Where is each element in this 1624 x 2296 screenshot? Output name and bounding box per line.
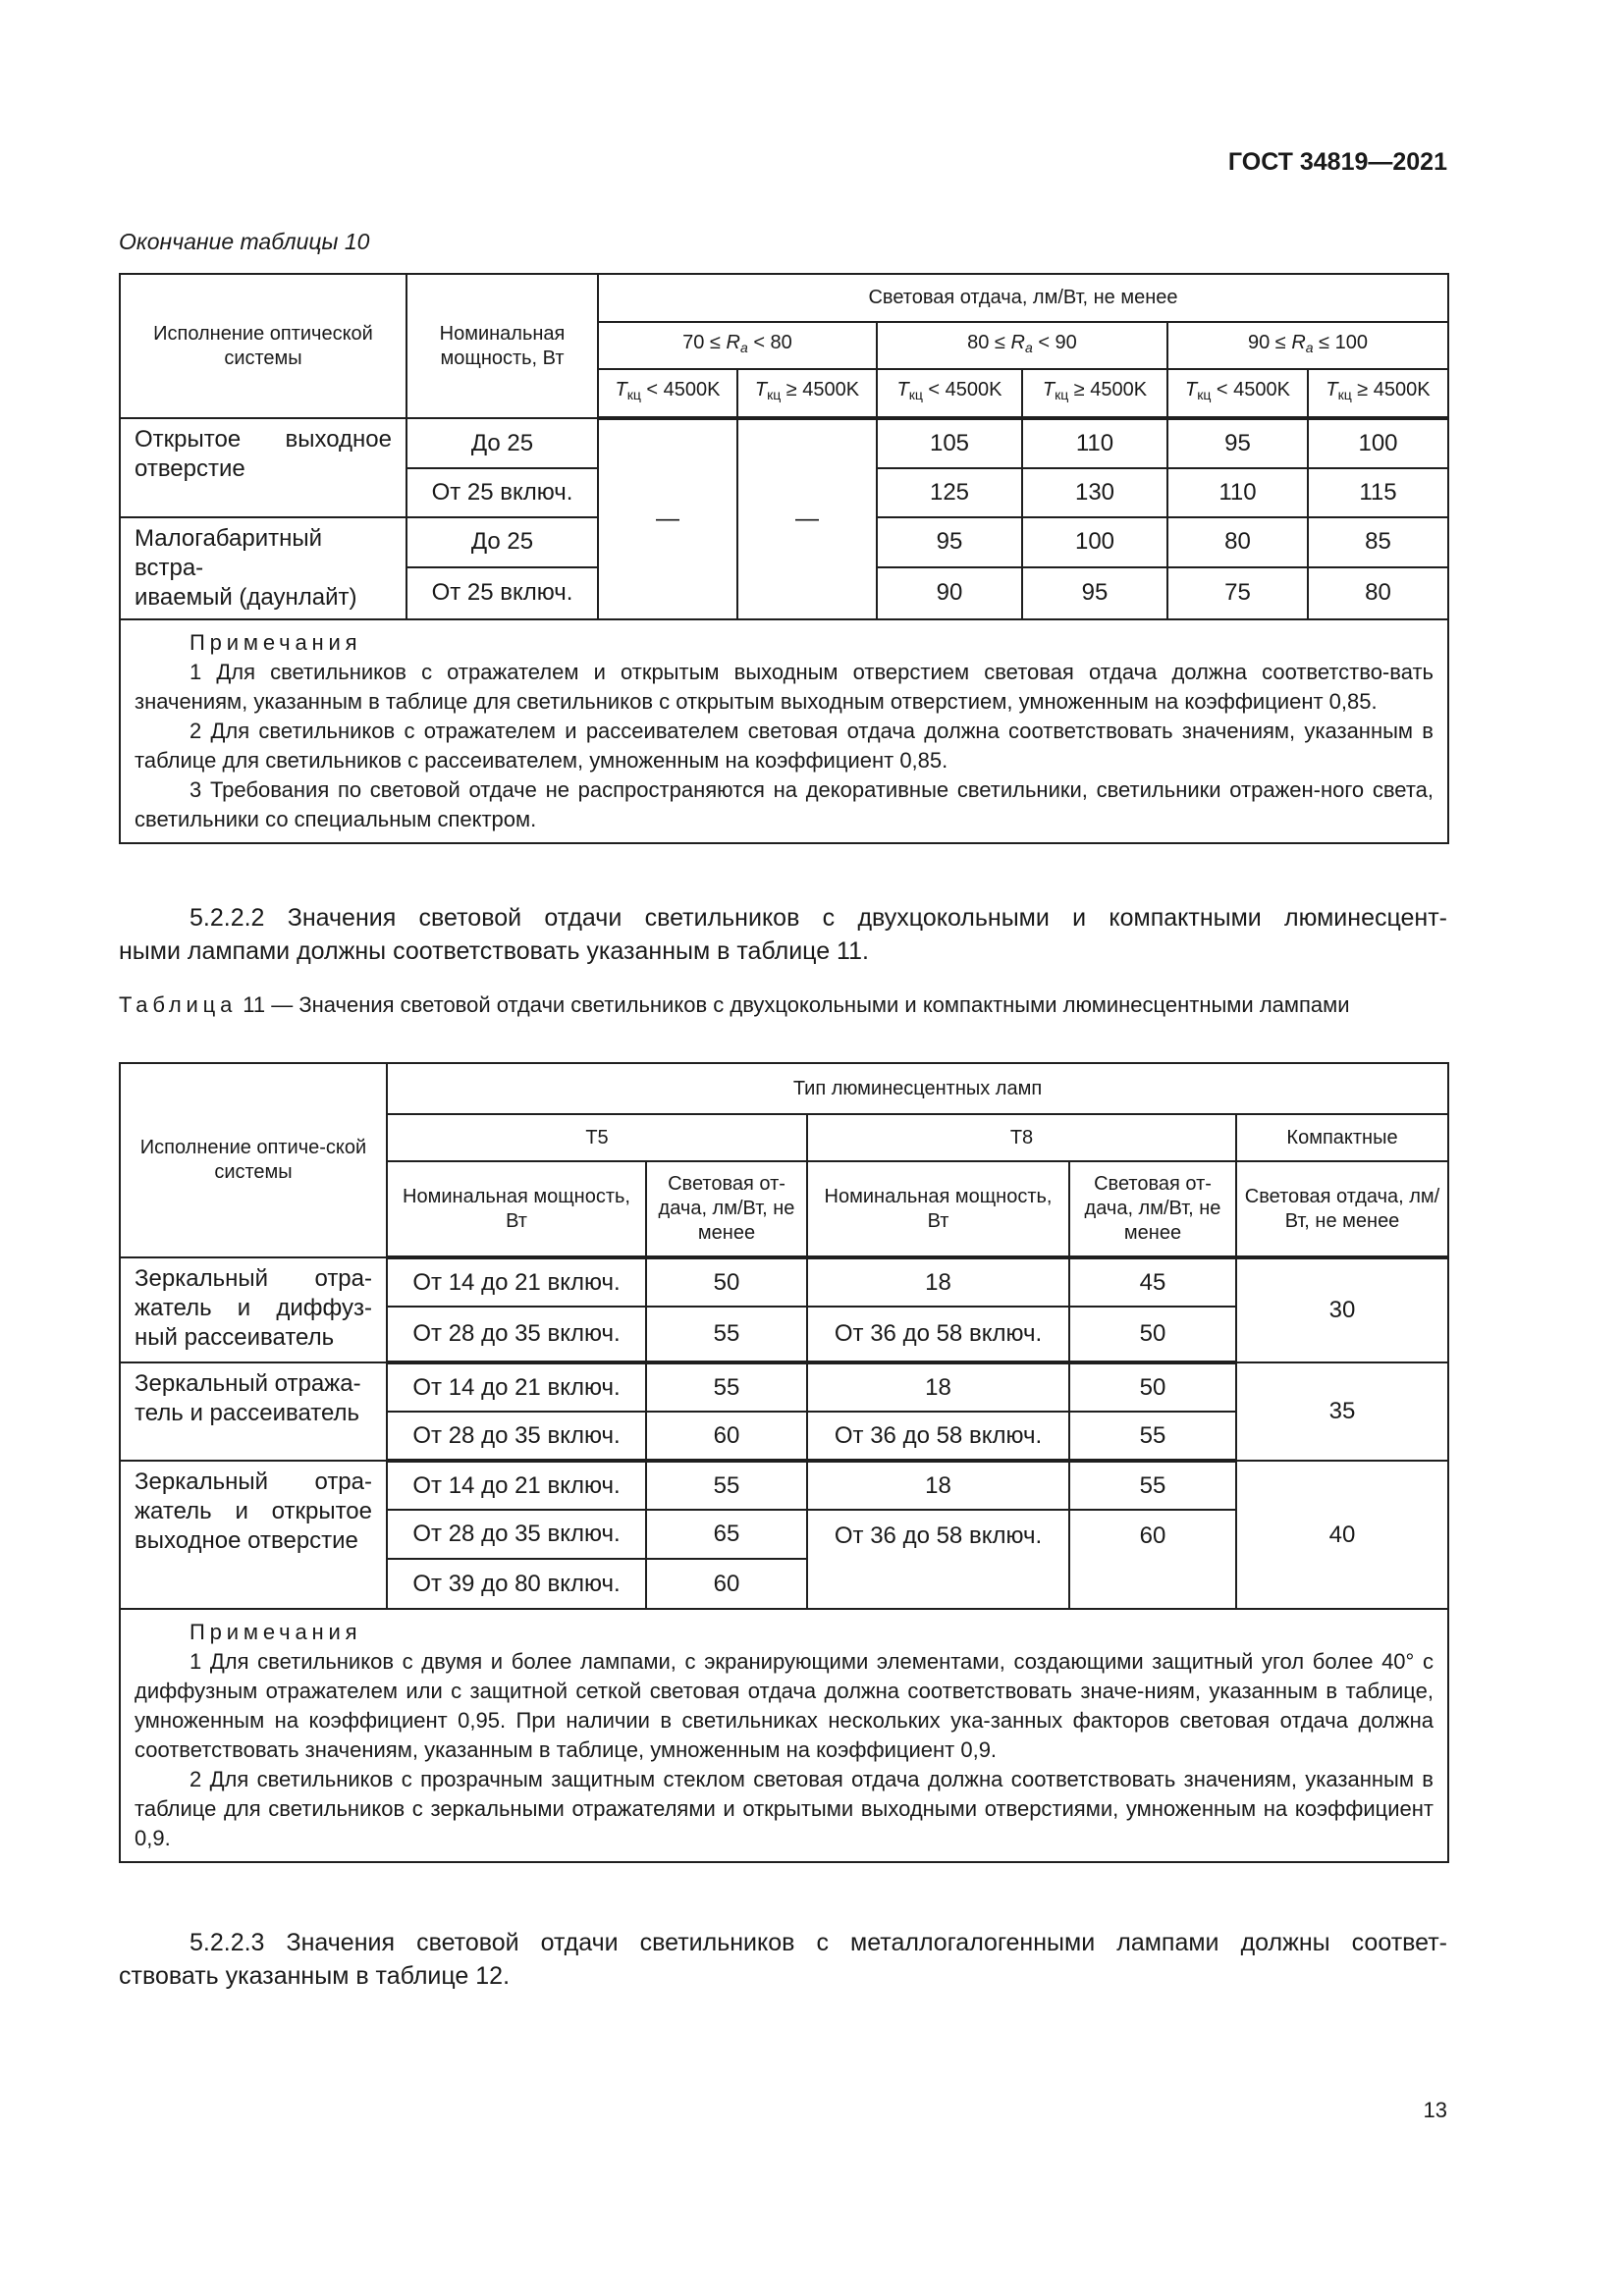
t11-cell-t5-eff: 55: [646, 1461, 807, 1510]
paragraph-5222: 5.2.2.2 Значения световой отдачи светильников с двухцокольными и компактными люминесцент- ными лампами должны соответствовать указанным в таблице 11.: [119, 904, 1447, 965]
t10-row-label: Малогабаритный встра- иваемый (даунлайт): [120, 517, 406, 619]
t11-cell-compact: 40: [1236, 1461, 1448, 1609]
t11-cell-t5-power: От 28 до 35 включ.: [387, 1510, 646, 1559]
t11-cell-t5-power: От 28 до 35 включ.: [387, 1307, 646, 1362]
document-header: ГОСТ 34819—2021: [1227, 148, 1447, 176]
t11-head-t5-power: Номинальная мощность, Вт: [387, 1161, 646, 1257]
t10-note: 3 Требования по световой отдаче не распространяются на декоративные светильники, светильники отражен-ного света, светильники со специальным спектром.: [135, 777, 1434, 831]
t11-head-optical: Исполнение оптиче-ской системы: [120, 1063, 387, 1257]
t10-cell-value: 75: [1167, 567, 1308, 619]
t10-cell-value: 95: [1022, 567, 1167, 619]
t10-head-ra-90: $90 \le R_a \le 100$: [1167, 322, 1448, 369]
t10-notes-title: Примечания: [189, 630, 362, 655]
t10-note: 1 Для светильников с отражателем и открытым выходным отверстием световая отдача должна соответство-вать значениям, указанным в таблице для светильников с открытым выходным отверстием, умноженным на коэффициент 0,85.: [135, 660, 1434, 714]
t10-head-temp-low: $T_{кц} < 4500K$: [1167, 369, 1308, 418]
t11-cell-t8-power: От 36 до 58 включ.: [807, 1307, 1069, 1362]
t10-cell-power: От 25 включ.: [406, 468, 598, 517]
t11-cell-t8-power: 18: [807, 1362, 1069, 1412]
t10-head-temp-high: $T_{кц} \ge 4500K$: [1022, 369, 1167, 418]
t10-head-ra-80: $80 \le R_a < 90$: [877, 322, 1167, 369]
t10-cell-value: 85: [1308, 517, 1448, 567]
t10-cell-value: 125: [877, 468, 1022, 517]
table10-caption: Окончание таблицы 10: [119, 229, 370, 254]
t11-row-label: Зеркальный отра- жатель и диффуз- ный рассеиватель: [120, 1257, 387, 1362]
t10-cell-value: 110: [1022, 418, 1167, 468]
t10-cell-value: 80: [1308, 567, 1448, 619]
t10-cell-value: 100: [1022, 517, 1167, 567]
t11-cell-t8-eff: 55: [1069, 1461, 1236, 1510]
t11-head-t8-power: Номинальная мощность, Вт: [807, 1161, 1069, 1257]
t11-cell-t5-eff: 60: [646, 1412, 807, 1461]
t10-head-ra-70: $70 \le R_a < 80$: [598, 322, 877, 369]
t10-cell-value: 100: [1308, 418, 1448, 468]
t11-notes: [120, 1609, 1448, 1862]
t11-cell-t8-eff: 55: [1069, 1412, 1236, 1461]
t11-cell-t5-eff: 55: [646, 1307, 807, 1362]
t10-cell-power: До 25: [406, 517, 598, 567]
t11-cell-compact: 35: [1236, 1362, 1448, 1461]
t10-head-optical: Исполнение оптической системы: [120, 274, 406, 418]
t10-cell-value: 115: [1308, 468, 1448, 517]
table-row: [120, 1461, 1448, 1510]
t11-head-compact: Компактные: [1236, 1114, 1448, 1161]
t10-cell-power: До 25: [406, 418, 598, 468]
t11-cell-t5-power: От 14 до 21 включ.: [387, 1257, 646, 1307]
t10-head-temp-low: $T_{кц} < 4500K$: [598, 369, 737, 418]
t11-cell-t5-power: От 14 до 21 включ.: [387, 1461, 646, 1510]
t11-cell-t8-power: От 36 до 58 включ.: [807, 1412, 1069, 1461]
t11-head-t5: T5: [387, 1114, 807, 1161]
paragraph-5223: 5.2.2.3 Значения световой отдачи светильников с металлогалогенными лампами должны соответ- ствовать указанным в таблице 12.: [119, 1929, 1447, 1990]
t11-cell-t8-eff: 50: [1069, 1307, 1236, 1362]
t10-head-efficacy: Световая отдача, лм/Вт, не менее: [598, 274, 1448, 322]
t11-head-t8: T8: [807, 1114, 1236, 1161]
t10-notes: [120, 619, 1448, 843]
t11-note: 2 Для светильников с прозрачным защитным стеклом световая отдача должна соответствовать значениям, указанным в таблице для светильников с зеркальными отражателями и открытыми выходными отверстиями, умноженным на коэффициент 0,9.: [135, 1767, 1434, 1850]
t10-cell-value: 95: [877, 517, 1022, 567]
table11-caption: Таблица 11 — Значения световой отдачи светильников с двухцокольными и компактными люминесцентными лампами: [119, 992, 1350, 1017]
t11-cell-t5-eff: 60: [646, 1559, 807, 1609]
t11-note: 1 Для светильников с двумя и более лампами, с экранирующими элементами, создающими защитный угол более 40° с диффузным отражателем или с защитной сеткой световая отдача должна соответствовать значе-ниям, указанным в таблице, умноженным на коэффициент 0,95. При наличии в светильниках нескольких ука-занных факторов световая отдача должна соответствовать значениям, указанным в таблице, умноженным на коэффициент 0,9.: [135, 1649, 1434, 1762]
t10-cell-value: 130: [1022, 468, 1167, 517]
t11-cell-t5-power: От 39 до 80 включ.: [387, 1559, 646, 1609]
t11-head-lamp-type: Тип люминесцентных ламп: [387, 1063, 1448, 1114]
t11-head-t8-eff: Световая от-дача, лм/Вт, не менее: [1069, 1161, 1236, 1257]
t11-cell-compact: 30: [1236, 1257, 1448, 1362]
t10-row-label: Открытое выходное отверстие: [120, 418, 406, 517]
table-11: [119, 1062, 1449, 1863]
t10-cell-value: 105: [877, 418, 1022, 468]
t10-cell-dash: —: [598, 418, 737, 619]
t10-head-power: Номинальная мощность, Вт: [406, 274, 598, 418]
table-row: [120, 1257, 1448, 1307]
t11-cell-t5-eff: 65: [646, 1510, 807, 1559]
t10-cell-dash: —: [737, 418, 877, 619]
t11-cell-t8-eff: 50: [1069, 1362, 1236, 1412]
t10-cell-value: 90: [877, 567, 1022, 619]
t11-notes-title: Примечания: [189, 1620, 362, 1644]
t11-row-label: Зеркальный отра- жатель и открытое выходное отверстие: [120, 1461, 387, 1609]
t11-cell-t8-power: 18: [807, 1461, 1069, 1510]
t11-cell-t8-eff: 60: [1069, 1510, 1236, 1609]
t10-note: 2 Для светильников с отражателем и рассеивателем световая отдача должна соответствовать значениям, указанным в таблице для светильников с рассеивателем, умноженным на коэффициент 0,85.: [135, 719, 1434, 773]
t11-cell-t5-power: От 28 до 35 включ.: [387, 1412, 646, 1461]
t10-cell-power: От 25 включ.: [406, 567, 598, 619]
t11-head-compact-eff: Световая отдача, лм/Вт, не менее: [1236, 1161, 1448, 1257]
t11-cell-t5-power: От 14 до 21 включ.: [387, 1362, 646, 1412]
t11-cell-t5-eff: 55: [646, 1362, 807, 1412]
t10-cell-value: 95: [1167, 418, 1308, 468]
t10-head-temp-high: $T_{кц} \ge 4500K$: [737, 369, 877, 418]
t11-cell-t8-power: 18: [807, 1257, 1069, 1307]
t11-row-label: Зеркальный отража- тель и рассеиватель: [120, 1362, 387, 1461]
t11-head-t5-eff: Световая от-дача, лм/Вт, не менее: [646, 1161, 807, 1257]
t11-cell-t8-eff: 45: [1069, 1257, 1236, 1307]
table-row: [120, 1362, 1448, 1412]
table-row: [120, 418, 1448, 468]
t11-cell-t8-power: От 36 до 58 включ.: [807, 1510, 1069, 1609]
t10-cell-value: 110: [1167, 468, 1308, 517]
t10-cell-value: 80: [1167, 517, 1308, 567]
t11-cell-t5-eff: 50: [646, 1257, 807, 1307]
table-10: [119, 273, 1449, 844]
t10-head-temp-high: $T_{кц} \ge 4500K$: [1308, 369, 1448, 418]
t10-head-temp-low: $T_{кц} < 4500K$: [877, 369, 1022, 418]
page-number: 13: [1423, 2098, 1447, 2122]
